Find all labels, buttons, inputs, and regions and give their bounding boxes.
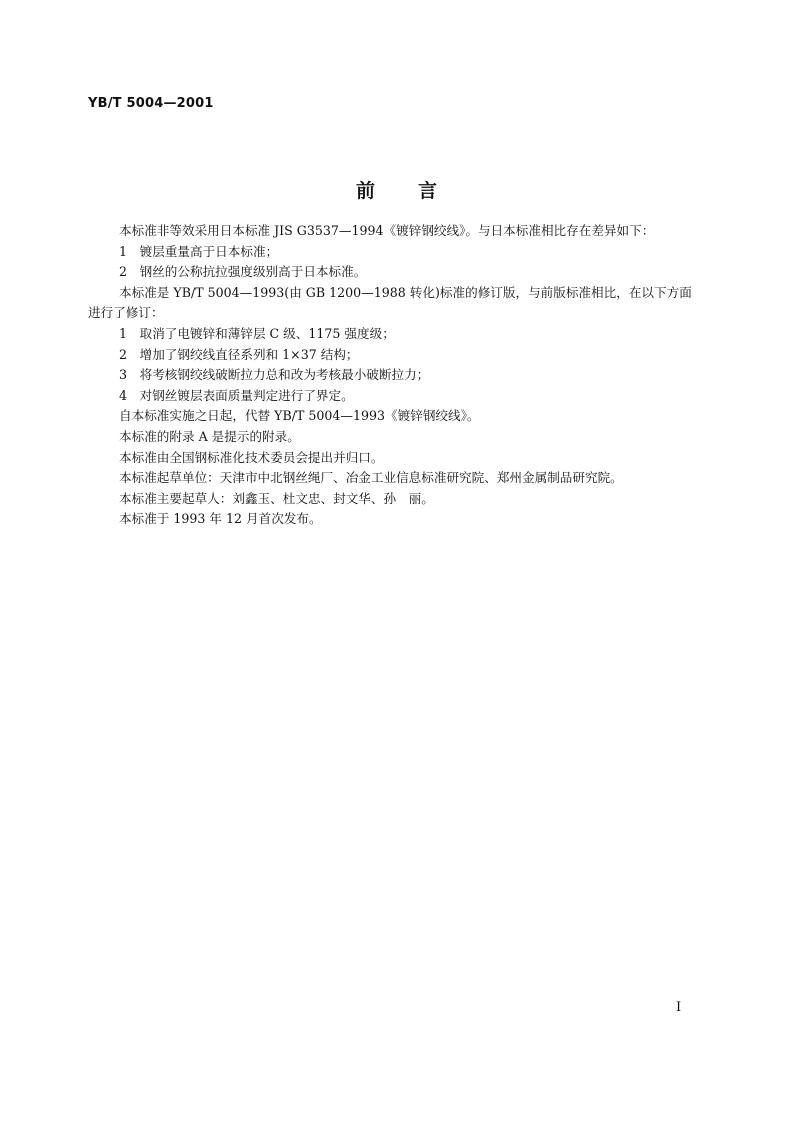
list-item: 2 增加了钢绞线直径系列和 1×37 结构；: [119, 346, 359, 362]
foreword-body: [88, 221, 696, 530]
paragraph: 本标准主要起草人：刘鑫玉、杜文忠、封文华、孙 丽。: [119, 490, 434, 506]
list-item: 1 取消了电镀锌和薄锌层 C 级、1175 强度级；: [119, 325, 395, 341]
paragraph: 本标准非等效采用日本标准 JIS G3537—1994《镀锌钢绞线》。与日本标准相比存在差异如下：: [119, 223, 655, 238]
list-item: 2 钢丝的公称抗拉强度级别高于日本标准。: [119, 264, 367, 280]
title-char-2: 言: [418, 180, 439, 202]
page-title: [0, 176, 794, 203]
standard-code: YB/T 5004—2001: [88, 96, 214, 111]
paragraph: 本标准由全国钢标准化技术委员会提出并归口。: [119, 449, 384, 465]
list-item: 1 镀层重量高于日本标准；: [119, 243, 279, 259]
list-item: 3 将考核钢绞线破断拉力总和改为考核最小破断拉力；: [119, 367, 430, 383]
title-char-1: 前: [355, 180, 376, 202]
list-item: 4 对钢丝镀层表面质量判定进行了界定。: [119, 387, 354, 403]
paragraph: 自本标准实施之日起，代替 YB/T 5004—1993《镀锌钢绞线》。: [119, 408, 480, 424]
page-number: I: [676, 1000, 682, 1015]
paragraph: 本标准是 YB/T 5004—1993(由 GB 1200—1988 转化)标准的修订版，与前版标准相比，在以下方面进行了修订：: [88, 284, 692, 321]
paragraph: 本标准于 1993 年 12 月首次发布。: [119, 511, 322, 527]
paragraph: 本标准的附录 A 是提示的附录。: [119, 428, 300, 444]
paragraph: 本标准起草单位：天津市中北钢丝绳厂、冶金工业信息标准研究院、郑州金属制品研究院。: [119, 470, 623, 486]
